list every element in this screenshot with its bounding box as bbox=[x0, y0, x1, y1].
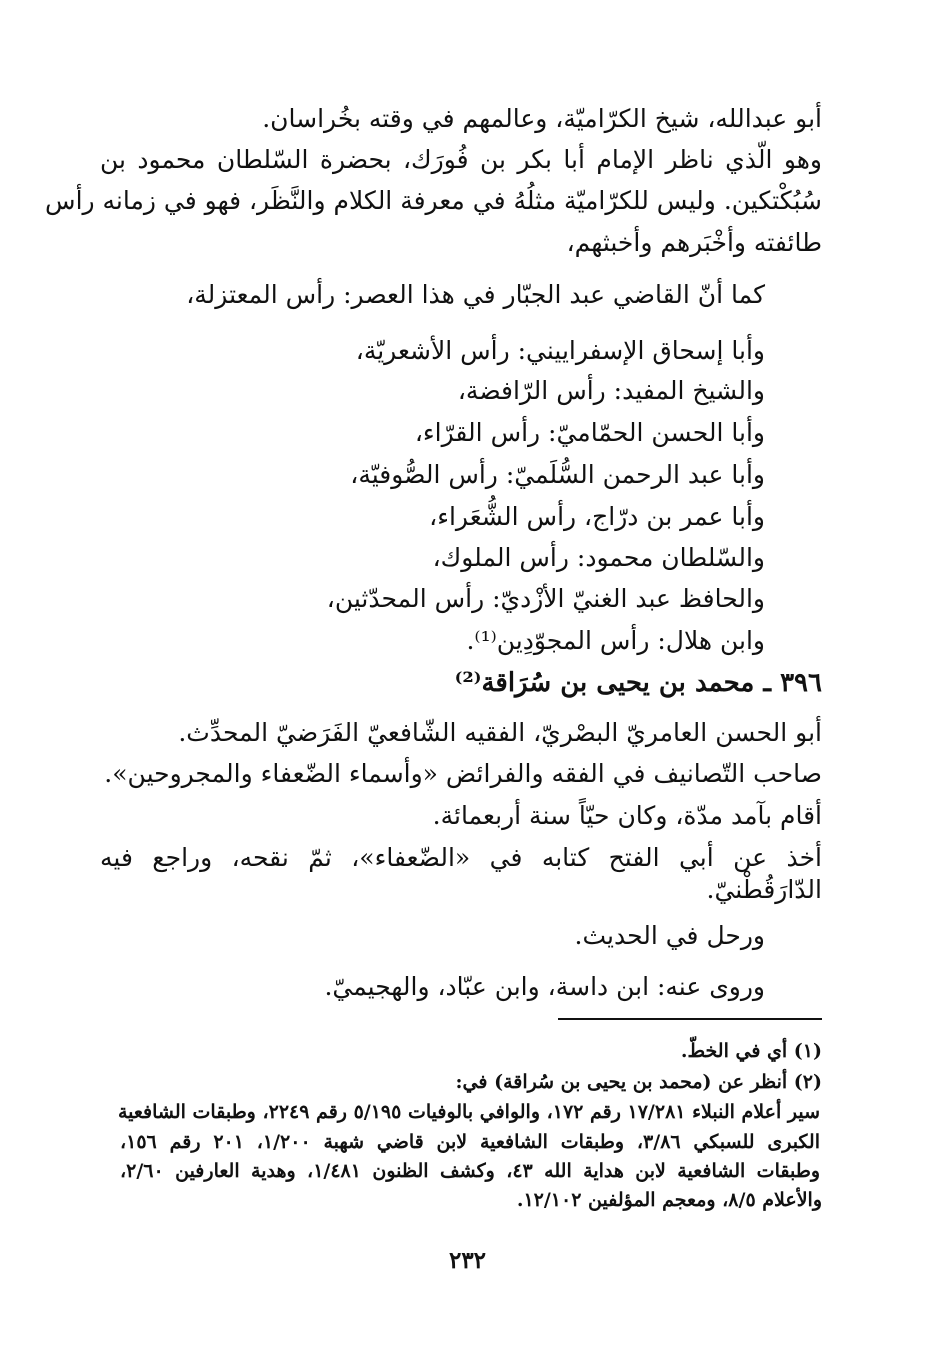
list-line-5: وأبا عمر بن درّاج، رأس الشُّعَراء، bbox=[429, 502, 765, 531]
entry-line-6: ورحل في الحديث. bbox=[574, 921, 765, 950]
footnote-2: (٢) أنظر عن (محمد بن يحيى بن سُراقة) في: bbox=[455, 1071, 822, 1093]
body-line-4: طائفته وأخْبَرهم وأخبثهم، bbox=[566, 228, 822, 257]
list-line-6: والسّلطان محمود: رأس الملوك، bbox=[432, 543, 765, 572]
footnote-2-line-2: الكبرى للسبكي ٣/٨٦، وطبقات الشافعية لابن قاضي شهبة ١/٢٠٠، ٢٠١ رقم ١٥٦، bbox=[120, 1131, 820, 1153]
entry-line-5: الدّارَقُطْنيّ. bbox=[706, 875, 822, 904]
list-line-8: وابن هلال: رأس المجوّدِين⁽¹⁾. bbox=[466, 626, 765, 655]
entry-line-3: أقام بآمد مدّة، وكان حيّاً سنة أربعمائة. bbox=[432, 801, 822, 830]
body-line-5: كما أنّ القاضي عبد الجبّار في هذا العصر: رأس المعتزلة، bbox=[186, 280, 765, 309]
entry-line-7: وروى عنه: ابن داسة، وابن عبّاد، والهجيميّ. bbox=[324, 972, 765, 1001]
list-line-1: وأبا إسحاق الإسفراييني: رأس الأشعريّة، bbox=[355, 336, 765, 365]
footnote-2-line-4: والأعلام ٨/٥، ومعجم المؤلفين ١٢/١٠٢. bbox=[516, 1189, 822, 1211]
footnote-separator bbox=[558, 1018, 822, 1020]
footnote-2-line-1: سير أعلام النبلاء ١٧/٢٨١ رقم ١٧٢، والوافي بالوفيات ٥/١٩٥ رقم ٢٢٤٩، وطبقات الشافعية bbox=[117, 1101, 820, 1123]
page-number: ٢٣٢ bbox=[448, 1247, 487, 1274]
entry-line-2: صاحب التّصانيف في الفقه والفرائض «وأسماء الضّعفاء والمجروحين». bbox=[104, 759, 822, 788]
list-line-2: والشيخ المفيد: رأس الرّافضة، bbox=[457, 376, 765, 405]
entry-line-1: أبو الحسن العامريّ البصْريّ، الفقيه الشّافعيّ الفَرَضيّ المحدِّث. bbox=[178, 718, 822, 747]
footnote-2-line-3: وطبقات الشافعية لابن هداية الله ٤٣، وكشف الظنون ١/٤٨١، وهدية العارفين ٢/٦٠، bbox=[120, 1160, 820, 1182]
list-line-4: وأبا عبد الرحمن السُّلَميّ: رأس الصُّوفيّة، bbox=[350, 460, 765, 489]
list-line-3: وأبا الحسن الحمّاميّ: رأس القرّاء، bbox=[414, 418, 765, 447]
body-line-3: سُبُكْتكين. وليس للكرّاميّة مثلُهُ في معرفة الكلام والنَّظَر، فهو في زمانه رأس bbox=[45, 186, 822, 215]
list-line-7: والحافظ عبد الغنيّ الأزْديّ: رأس المحدّثين، bbox=[326, 584, 765, 613]
body-line-2: وهو الّذي ناظر الإمام أبا بكر بن فُورَك، بحضرة السّلطان محمود بن bbox=[100, 145, 822, 174]
body-line-1: أبو عبدالله، شيخ الكرّاميّة، وعالمهم في وقته بخُراسان. bbox=[262, 104, 822, 133]
footnote-1: (١) أي في الخطّ. bbox=[680, 1040, 822, 1062]
entry-heading: ٣٩٦ ـ محمد بن يحيى بن سُرَاقة⁽²⁾ bbox=[454, 668, 822, 698]
entry-line-4: أخذ عن أبي الفتح كتابه في «الضّعفاء»، ثمّ نقحه، وراجع فيه bbox=[100, 843, 822, 872]
